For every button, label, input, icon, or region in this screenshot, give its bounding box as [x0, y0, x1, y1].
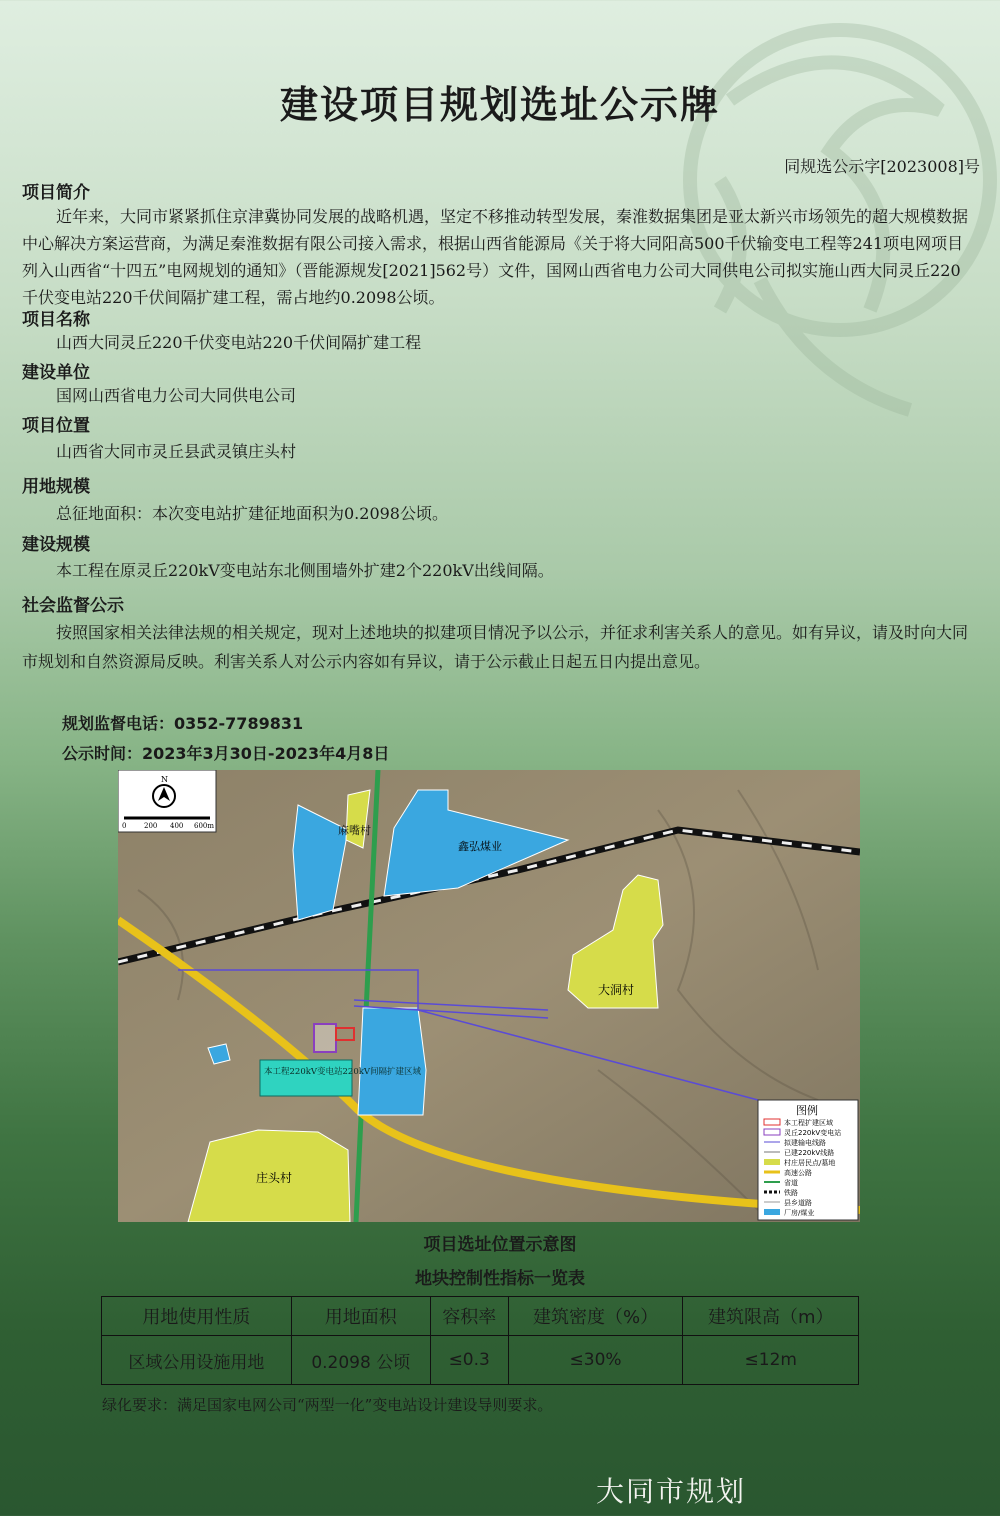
location-body: 山西省大同市灵丘县武灵镇庄头村	[56, 442, 297, 461]
land-body: 总征地面积：本次变电站扩建征地面积为0.2098公顷。	[56, 504, 448, 523]
svg-text:村庄居民点/墓地: 村庄居民点/墓地	[784, 1159, 836, 1167]
svg-text:已建220kV线路: 已建220kV线路	[784, 1149, 835, 1157]
svg-text:灵丘220kV变电站: 灵丘220kV变电站	[784, 1129, 842, 1137]
scale-heading: 建设规模	[22, 535, 90, 555]
substation	[314, 1024, 336, 1052]
table-cell: 区域公用设施用地	[102, 1336, 292, 1385]
table-cell: ≤12m	[683, 1336, 859, 1385]
village-label: 大洞村	[598, 983, 635, 997]
scale-label: 0	[122, 822, 127, 830]
page-title: 建设项目规划选址公示牌	[279, 82, 720, 127]
svg-text:图例: 图例	[796, 1104, 818, 1117]
svg-text:高速公路: 高速公路	[784, 1169, 812, 1177]
document-number: 同规选公示字[2023008]号	[784, 157, 980, 176]
intro-body: 近年来，大同市紧紧抓住京津冀协同发展的战略机遇，坚定不移推动转型发展，秦淮数据集团是亚太新兴市场领先的超大规模数据中心解决方案运营商，为满足秦淮数据有限公司接入需求，根据山西省能源局《关于将大同阳高500千伏输变电工程等241项电网项目列入山西省“十四五”电网规划的通知》（晋能源规发[2021]562号）文件，国网山西省电力公司大同供电公司拟实施山西大同灵丘220千伏变电站220千伏间隔扩建工程，需占地约0.2098公顷。	[22, 207, 969, 307]
svg-text:拟建输电线路: 拟建输电线路	[784, 1139, 826, 1147]
callout-box	[260, 1060, 352, 1096]
svg-text:省道: 省道	[784, 1179, 798, 1187]
village-label: 麻嘴村	[338, 824, 371, 837]
name-body: 山西大同灵丘220千伏变电站220千伏间隔扩建工程	[56, 333, 422, 352]
callout-label: 本工程220kV变电站220kV间隔扩建区域	[264, 1067, 422, 1077]
land-heading: 用地规模	[22, 477, 90, 497]
table-header: 用地使用性质	[102, 1297, 292, 1336]
signature: 大同市规划	[596, 1475, 747, 1508]
intro-heading: 项目简介	[22, 183, 90, 203]
svg-text:铁路: 铁路	[784, 1189, 798, 1197]
coal-label: 鑫弘煤业	[458, 840, 502, 853]
unit-body: 国网山西省电力公司大同供电公司	[56, 386, 297, 405]
table-header-row	[102, 1297, 859, 1336]
table-caption: 地块控制性指标一览表	[415, 1269, 585, 1289]
indicator-table	[101, 1296, 859, 1385]
table-header: 建筑密度（%）	[508, 1297, 683, 1336]
map-legend	[758, 1100, 858, 1220]
name-heading: 项目名称	[22, 310, 90, 330]
scale-label: 200	[144, 822, 158, 830]
data-center-area	[358, 1008, 426, 1115]
table-header: 容积率	[430, 1297, 508, 1336]
scale-body: 本工程在原灵丘220kV变电站东北侧围墙外扩建2个220kV出线间隔。	[56, 561, 554, 580]
site-map	[118, 770, 860, 1222]
table-row	[102, 1336, 859, 1385]
svg-text:厂房/煤业: 厂房/煤业	[784, 1209, 815, 1217]
table-cell: ≤0.3	[430, 1336, 508, 1385]
table-cell: ≤30%	[508, 1336, 683, 1385]
phone: 规划监督电话：0352-7789831	[62, 714, 304, 733]
greening-requirement: 绿化要求：满足国家电网公司“两型一化”变电站设计建设导则要求。	[102, 1396, 553, 1414]
supervision-body: 按照国家相关法律法规的相关规定，现对上述地块的拟建项目情况予以公示，并征求利害关系人的意见。如有异议，请及时向大同市规划和自然资源局反映。利害关系人对公示内容如有异议，请于公示截止日起五日内提出意见。	[22, 623, 969, 671]
scale-label: 400	[170, 822, 184, 830]
svg-text:县乡道路: 县乡道路	[784, 1199, 812, 1207]
period: 公示时间：2023年3月30日-2023年4月8日	[62, 744, 390, 763]
table-cell: 0.2098 公顷	[291, 1336, 430, 1385]
map-caption: 项目选址位置示意图	[423, 1235, 577, 1255]
scale-label: 600m	[194, 822, 214, 830]
village-label: 庄头村	[256, 1171, 293, 1185]
table-header: 建筑限高（m）	[683, 1297, 859, 1336]
table-header: 用地面积	[291, 1297, 430, 1336]
north-label: N	[161, 775, 168, 784]
location-heading: 项目位置	[22, 416, 90, 436]
svg-text:本工程扩建区域: 本工程扩建区域	[784, 1119, 833, 1127]
supervision-heading: 社会监督公示	[22, 596, 124, 616]
unit-heading: 建设单位	[22, 363, 90, 383]
